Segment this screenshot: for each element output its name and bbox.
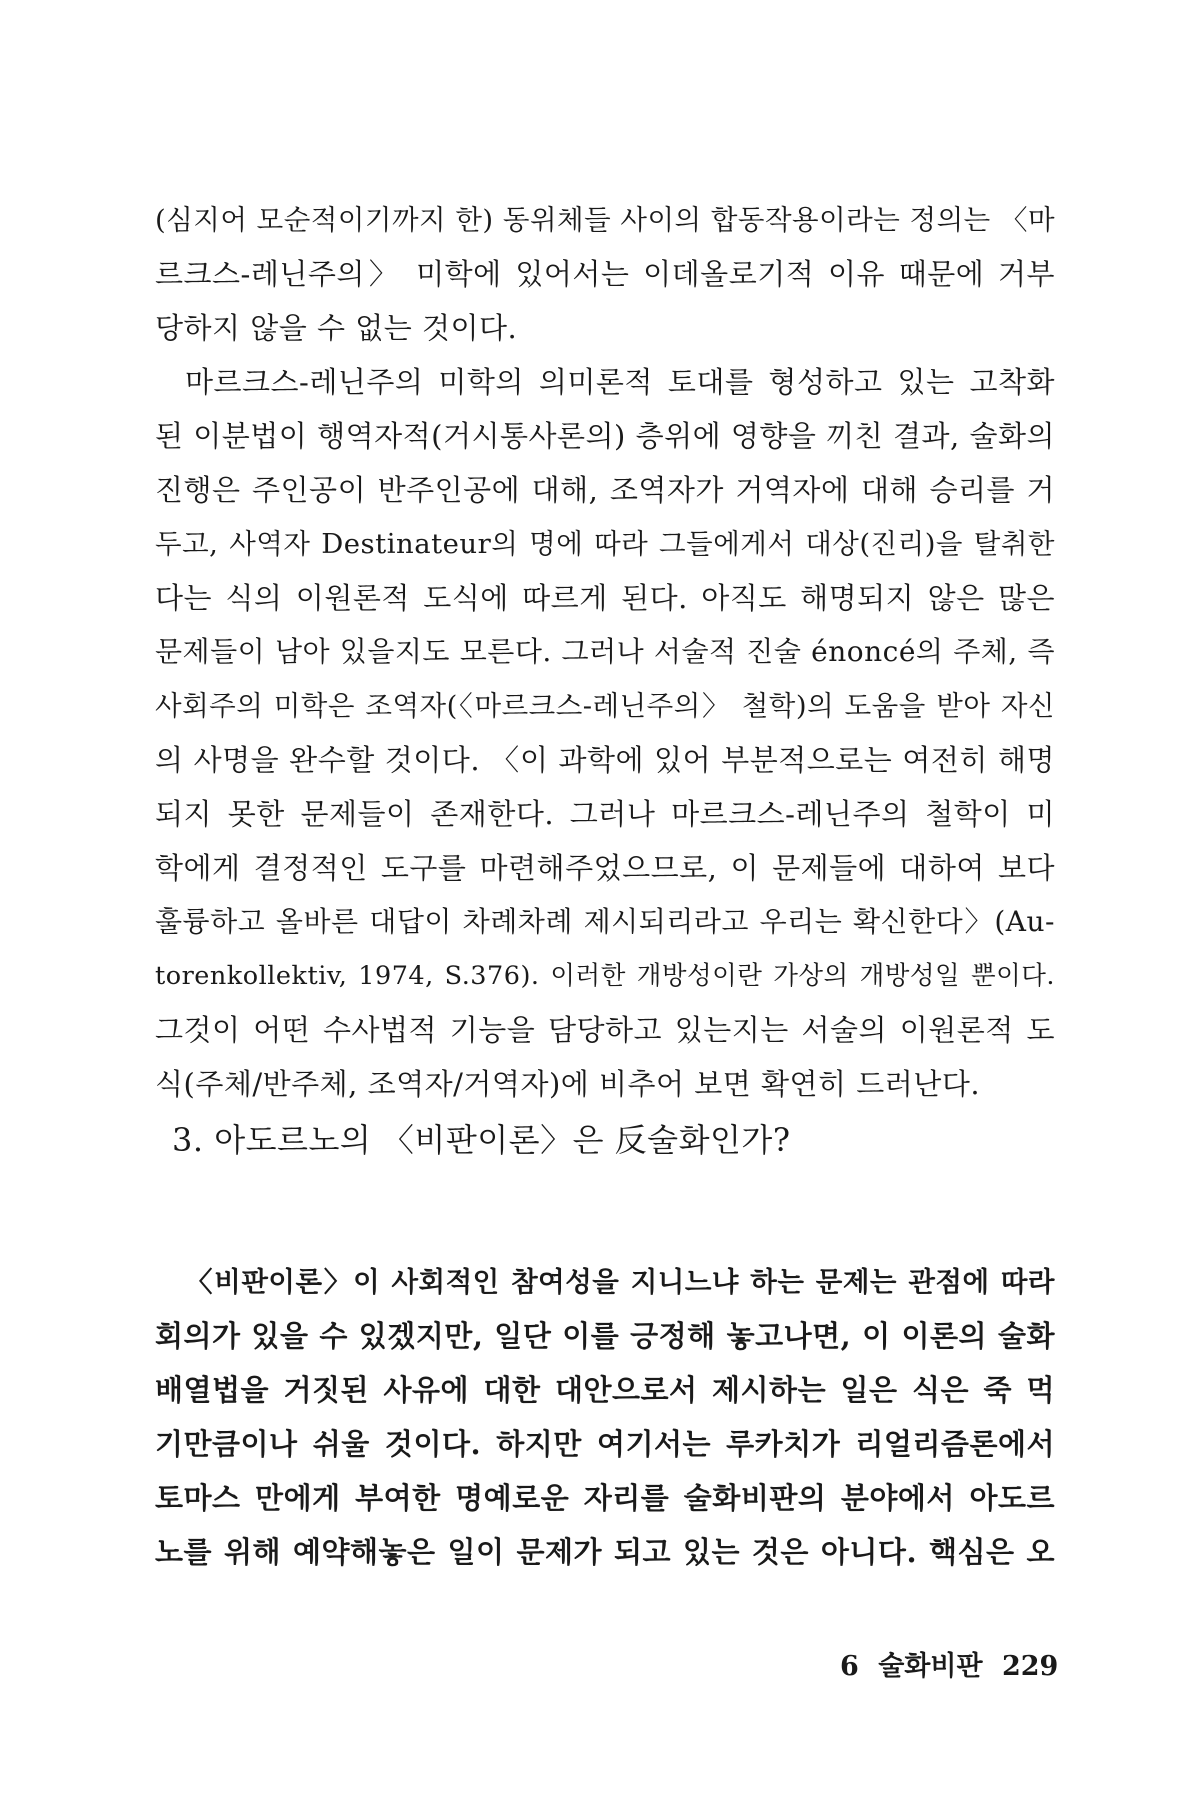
text-line: 기만큼이나 쉬울 것이다. 하지만 여기서는 루카치가 리얼리즘론에서 (155, 1427, 1055, 1461)
running-footer (840, 1647, 1058, 1687)
text-line: 노를 위해 예약해놓은 일이 문제가 되고 있는 것은 아니다. 핵심은 오 (155, 1535, 1055, 1569)
text-line: 르크스-레닌주의〉 미학에 있어서는 이데올로기적 이유 때문에 거부 (155, 257, 1055, 291)
text-line: 회의가 있을 수 있겠지만, 일단 이를 긍정해 놓고나면, 이 이론의 술화 (155, 1319, 1055, 1353)
text-line: (심지어 모순적이기까지 한) 동위체들 사이의 합동작용이라는 정의는 〈마 (155, 204, 1056, 236)
text-line: 다는 식의 이원론적 도식에 따르게 된다. 아직도 해명되지 않은 많은 (155, 581, 1055, 615)
text-line: 훌륭하고 올바른 대답이 차례차례 제시되리라고 우리는 확신한다〉(Au- (155, 905, 1055, 938)
page-number: 229 (1001, 1651, 1059, 1682)
text-line: 토마스 만에게 부여한 명예로운 자리를 술화비판의 분야에서 아도르 (155, 1481, 1055, 1515)
section-heading: 3. 아도르노의 〈비판이론〉은 反술화인가? (172, 1121, 791, 1159)
text-line: 〈비판이론〉이 사회적인 참여성을 지니느냐 하는 문제는 관점에 따라 (185, 1266, 1055, 1298)
text-line: 배열법을 거짓된 사유에 대한 대안으로서 제시하는 일은 식은 죽 먹 (155, 1373, 1055, 1407)
chapter-title: 술화비판 (878, 1651, 983, 1682)
text-line: 그것이 어떤 수사법적 기능을 담당하고 있는지는 서술의 이원론적 도 (155, 1013, 1055, 1047)
text-line: 당하지 않을 수 없는 것이다. (155, 311, 518, 345)
text-line: 식(주체/반주체, 조역자/거역자)에 비추어 보면 확연히 드러난다. (155, 1067, 981, 1101)
text-line: 학에게 결정적인 도구를 마련해주었으므로, 이 문제들에 대하여 보다 (155, 851, 1055, 885)
text-line: 되지 못한 문제들이 존재한다. 그러나 마르크스-레닌주의 철학이 미 (155, 797, 1055, 831)
chapter-number: 6 (840, 1651, 859, 1682)
text-line: 된 이분법이 행역자적(거시통사론의) 층위에 영향을 끼친 결과, 술화의 (155, 419, 1055, 453)
text-line: 진행은 주인공이 반주인공에 대해, 조역자가 거역자에 대해 승리를 거 (155, 473, 1055, 507)
paragraph-1 (155, 193, 1055, 355)
text-line: torenkollektiv, 1974, S.376). 이러한 개방성이란 가상의 개방성일 뿐이다. (155, 961, 1055, 991)
text-line: 문제들이 남아 있을지도 모른다. 그러나 서술적 진술 énoncé의 주체, 즉 (155, 635, 1055, 668)
text-line: 두고, 사역자 Destinateur의 명에 따라 그들에게서 대상(진리)을 탈취한 (155, 528, 1055, 560)
text-line: 마르크스-레닌주의 미학의 의미론적 토대를 형성하고 있는 고착화 (185, 365, 1055, 399)
paragraph-2 (155, 355, 1055, 1111)
text-line: 의 사명을 완수할 것이다. 〈이 과학에 있어 부분적으로는 여전히 해명 (155, 743, 1055, 777)
paragraph-3 (155, 1255, 1055, 1579)
text-line: 사회주의 미학은 조역자(〈마르크스-레닌주의〉 철학)의 도움을 받아 자신 (155, 690, 1055, 722)
